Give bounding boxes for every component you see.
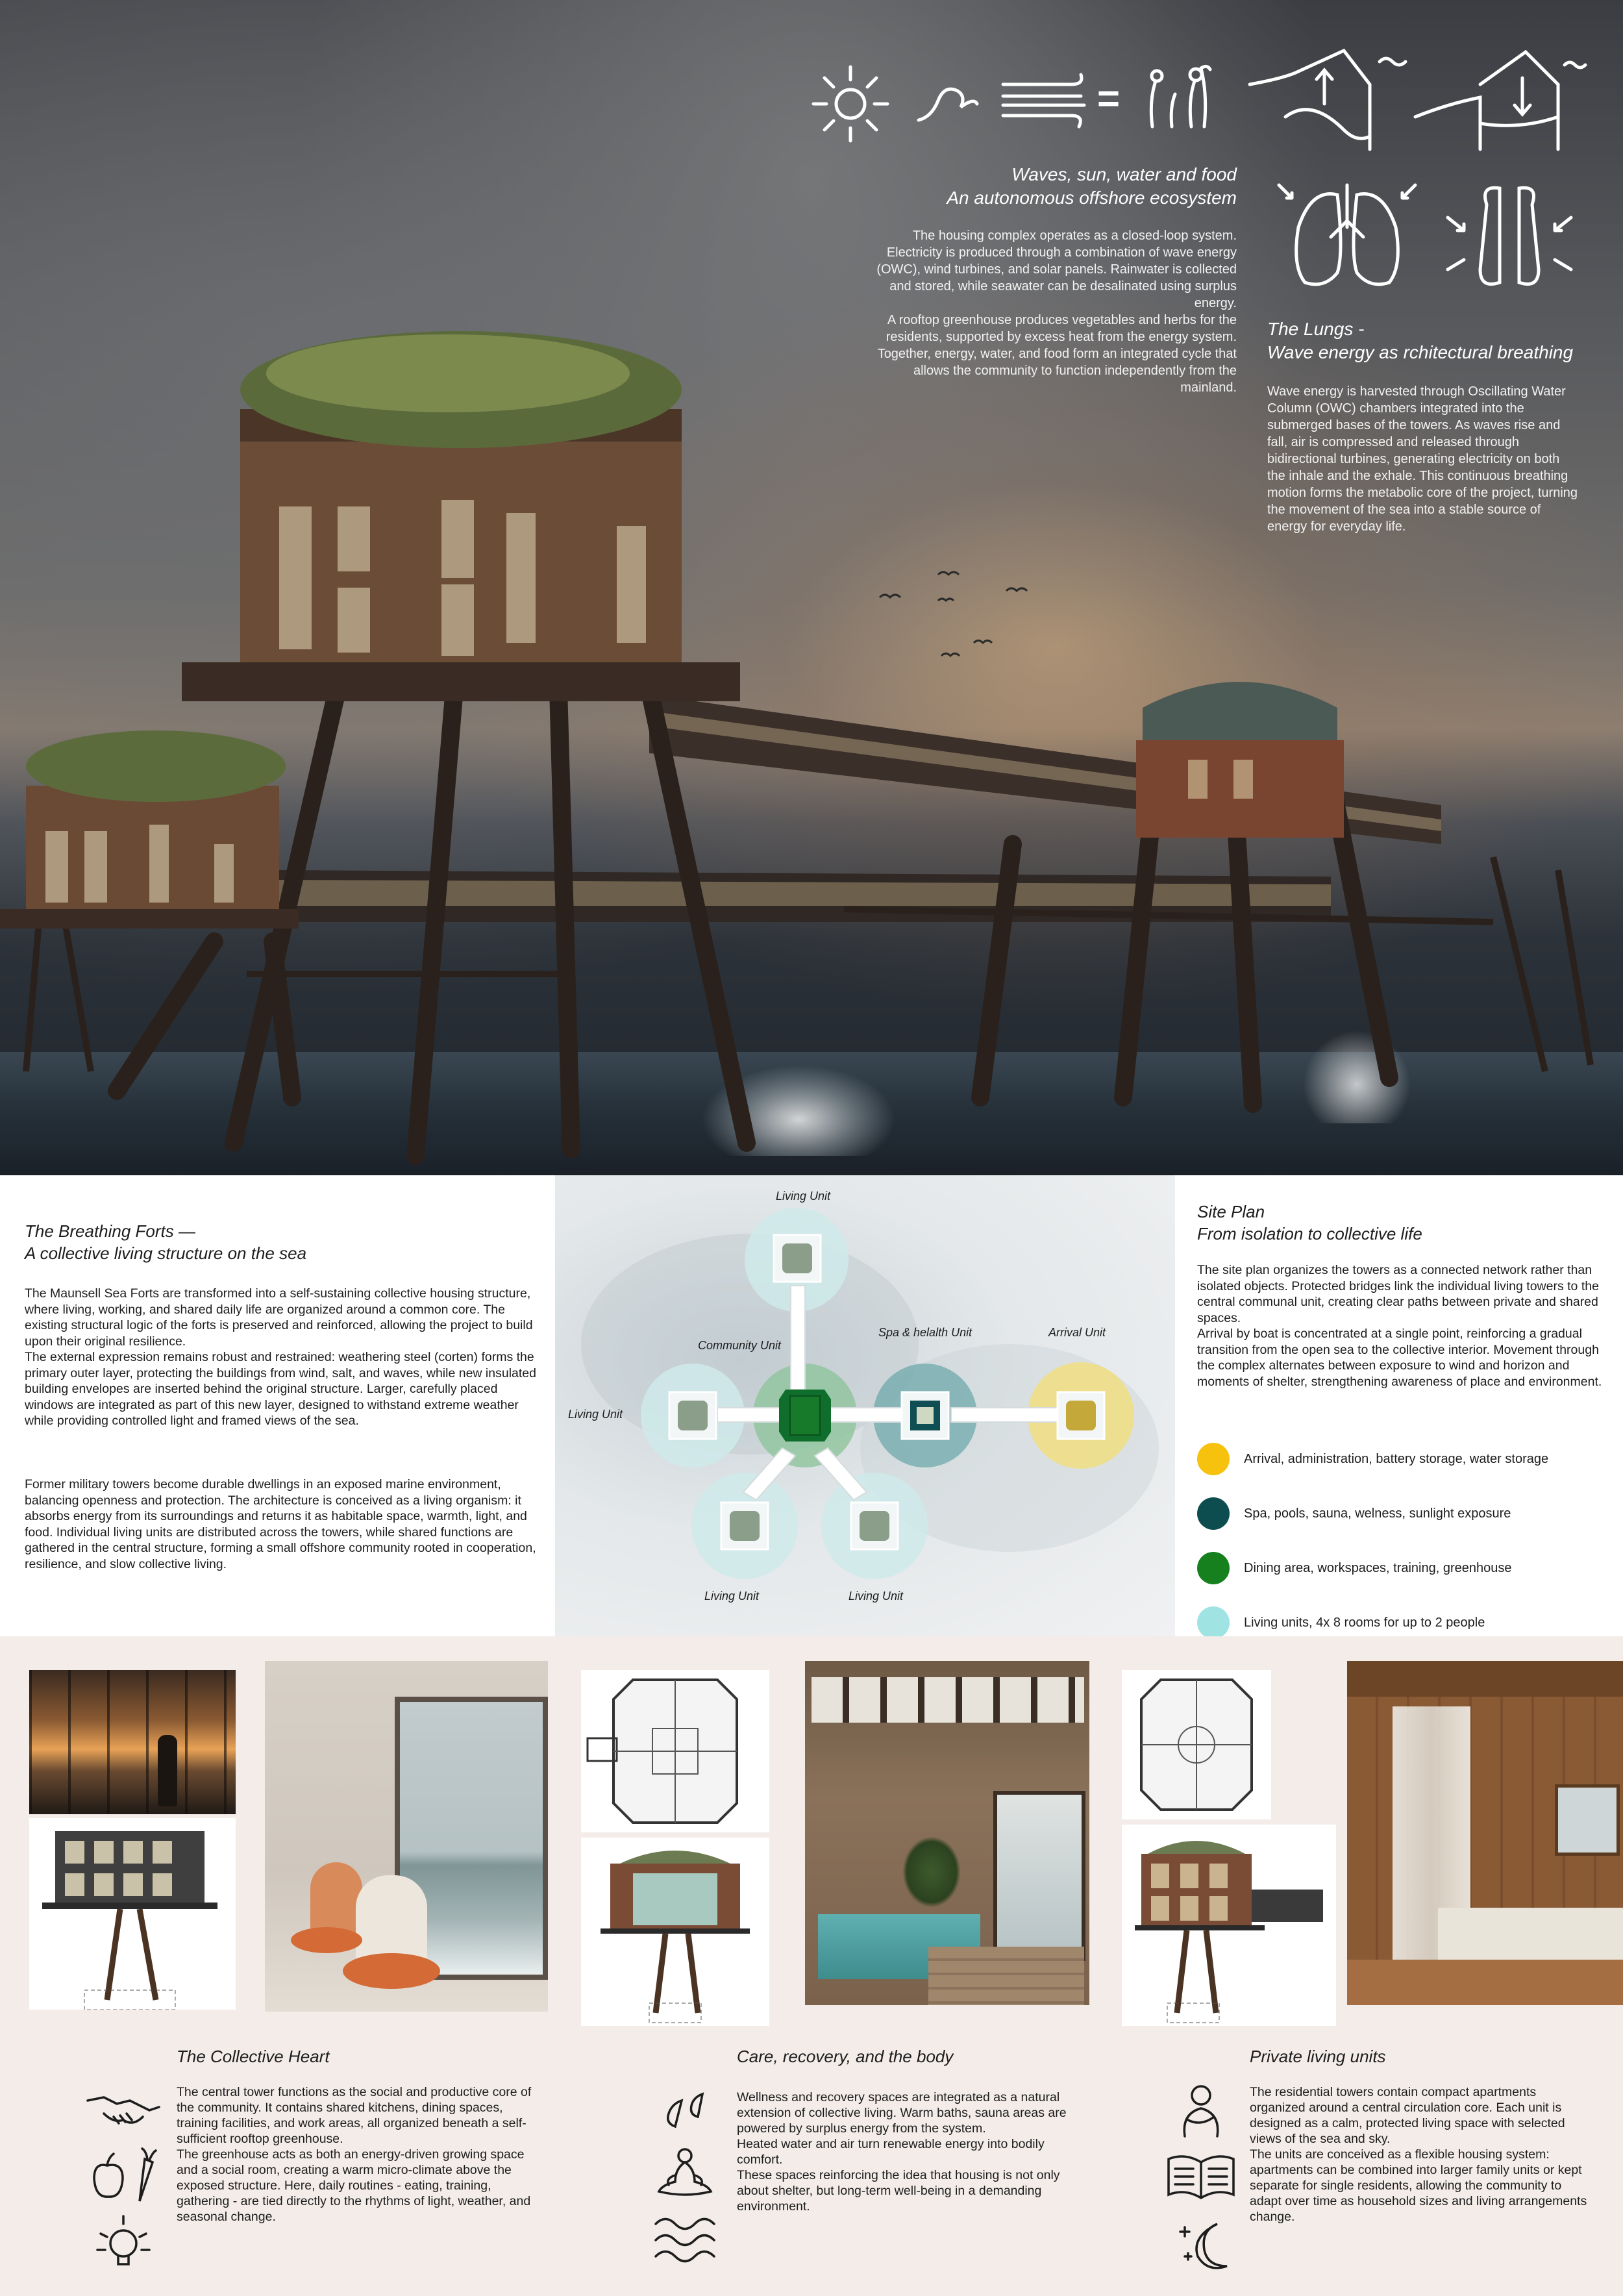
floor — [1347, 1960, 1623, 2005]
house-exhale-icon — [1246, 45, 1415, 156]
sun-icon — [808, 62, 893, 146]
wave-icon — [915, 78, 980, 130]
person-orange — [310, 1862, 362, 1934]
wind-icon — [1000, 71, 1091, 130]
section-text-private: The residential towers contain compact apartments organized around a central circulation core. Each unit is designed as a calm, protected living space with selected views of the sea and sky. The units are conceived as a flexible housing system: apartments can be combined into larger family units or kept separate for single residents, allowing the community to adapt over time as household sizes and living arrangements change. — [1250, 2085, 1587, 2224]
site-plan-heading-2: From isolation to collective life — [1197, 1224, 1422, 1243]
greenhouse-sunset-photo — [29, 1670, 236, 1814]
legend-swatch-green — [1197, 1552, 1230, 1584]
section-title-collective-heart: The Collective Heart — [177, 2047, 330, 2066]
site-plan-paragraph: The site plan organizes the towers as a connected network rather than isolated objects. Protected bridges link the individual living towers to the central communal unit, creating clear paths between private and shared spaces. Arrival by boat is concentrated at a single point, reinforcing a gradual transition from the open sea to the collective interior. Movement through the complex alternates between exposure to wind and horizon and moments of shelter, strengthening awareness of place and environment. — [1197, 1263, 1602, 1389]
intro-panel — [0, 1175, 555, 1636]
side-window — [993, 1791, 1085, 1961]
lungs-icon — [1272, 175, 1422, 292]
map-label-arrival: Arrival Unit — [1048, 1326, 1106, 1339]
plant — [902, 1836, 961, 1908]
hero-paragraph: The housing complex operates as a closed-loop system. Electricity is produced through a combination of wave energy (OWC), wind turbines, and solar panels. Rainwater is collected and stored, while seawater can be desalinated using surplus energy. A rooftop greenhouse produces vegetables and herbs for the residents, supported by excess heat from the energy system. Together, energy, water, and food form an integrated cycle that allows the community to function independently from the mainland. — [876, 229, 1237, 395]
cushion — [291, 1927, 362, 1953]
water-drops-icon — [662, 2088, 714, 2133]
waves-icon — [652, 2214, 717, 2266]
spa-interior-photo — [805, 1661, 1089, 2005]
legend-label: Living units, 4x 8 rooms for up to 2 people — [1244, 1615, 1485, 1630]
cushion — [343, 1953, 440, 1989]
ceiling — [1347, 1661, 1623, 1697]
tower-lungs-icon — [1441, 179, 1578, 292]
intro-paragraph-1: The Maunsell Sea Forts are transformed into a self-sustaining collective housing structure, where living, working, and shared daily life are organized around a common core. The existing structural logic of the forts is preserved and reinforced, allowing the project to build upon their original resilience. The external expression remains robust and restrained: weathering steel (corten) forms the primary outer layer, protecting the buildings from wind, salt, and waves, while new insulated building envelopes are inserted behind the original structure. Larger, carefully placed windows are integrated as part of this new layer, designed to withstand extreme weather while providing controlled light and framed views of the sea. — [25, 1286, 536, 1428]
living-tower-floorplan — [1122, 1670, 1271, 1819]
site-plan-heading-1: Site Plan — [1197, 1202, 1265, 1221]
legend-label: Spa, pools, sauna, welness, sunlight exposure — [1244, 1506, 1511, 1521]
central-tower-elevation — [29, 1818, 236, 2010]
map-label-living-left: Living Unit — [568, 1408, 623, 1421]
section-title-care: Care, recovery, and the body — [737, 2047, 954, 2066]
living-tower-drawing — [1122, 1825, 1336, 2026]
meditation-photo — [265, 1661, 548, 2012]
section-text-care: Wellness and recovery spaces are integrated as a natural extension of collective living. Warm baths, sauna areas are powered by surplus energy from the system. Heated water and air turn renewable energy into bodily comfort. These spaces reinforcing the idea that housing is not only about shelter, but long-term well-being in a demanding environment. — [737, 2090, 1067, 2214]
legend-label: Arrival, administration, battery storage, water storage — [1244, 1451, 1549, 1466]
person-silhouette — [158, 1735, 177, 1806]
site-plan-diagram — [555, 1175, 1175, 1636]
spa-tower-elevation — [581, 1838, 769, 2026]
intro-paragraph-2: Former military towers become durable dwellings in an exposed marine environment, balancing openness and protection. The architecture is conceived as a living organism: it absorbs energy from its surroundings and returns it as habitable space, warmth, light, and food. Individual living units are distributed across the towers, while shared functions are gathered in the central structure, forming a small offshore community rooted in cooperation, resilience, and slow collective living. — [25, 1477, 536, 1571]
legend-label: Dining area, workspaces, training, greenhouse — [1244, 1560, 1512, 1575]
legend-item-arrival — [1197, 1432, 1613, 1486]
lungs-heading-2: Wave energy as rchitectural breathing — [1267, 342, 1574, 362]
map-label-living-bottom-left: Living Unit — [704, 1590, 760, 1603]
lungs-paragraph: Wave energy is harvested through Oscillating Water Column (OWC) chambers integrated into the submerged bases of the towers. As waves rise and fall, air is compressed and released through bidirectional turbines, generating electricity on both the inhale and the exhale. This continuous breathing motion forms the metabolic core of the project, turning the movement of the sea into a stable source of energy for everyday life. — [1267, 384, 1578, 534]
living-tower-elevation — [1122, 1825, 1336, 2026]
floorplan-drawing — [581, 1670, 769, 1832]
moon-stars-icon — [1172, 2217, 1237, 2273]
legend-item-dining — [1197, 1541, 1613, 1595]
map-label-spa: Spa & helalth Unit — [878, 1326, 973, 1339]
legend-swatch-teal — [1197, 1497, 1230, 1530]
living-floorplan-drawing — [1122, 1670, 1271, 1819]
hero-heading-1: Waves, sun, water and food — [1011, 164, 1237, 184]
map-label-living-bottom-right: Living Unit — [849, 1590, 904, 1603]
legend-swatch-yellow — [1197, 1443, 1230, 1475]
house-inhale-icon — [1409, 45, 1591, 156]
legend-item-spa — [1197, 1486, 1613, 1541]
intro-heading-1: The Breathing Forts — — [25, 1221, 195, 1241]
apple-carrot-icon — [88, 2146, 159, 2204]
bedroom-window — [1555, 1784, 1620, 1856]
section-title-private: Private living units — [1250, 2047, 1386, 2066]
site-plan-map — [555, 1175, 1175, 1636]
bed — [1438, 1908, 1623, 1960]
section-text-collective-heart: The central tower functions as the social and productive core of the community. It contains shared kitchens, dining spaces, training facilities, and work areas, all organized beneath a self-sufficient rooftop greenhouse. The greenhouse acts as both an energy-driven growing space and a social room, creating a warm micro-climate above the exposed structure. Here, daily routines - eating, training, gathering - are tied directly to the rhythms of light, weather, and seasonal change. — [177, 2085, 532, 2224]
hero-heading-2: An autonomous offshore ecosystem — [947, 188, 1237, 208]
site-plan-panel — [1175, 1175, 1623, 1636]
central-tower-drawing — [29, 1818, 236, 2010]
open-book-icon — [1165, 2149, 1237, 2204]
stairs — [928, 1947, 1084, 2005]
bedroom-photo — [1347, 1661, 1623, 2005]
spa-tower-floorplan — [581, 1670, 769, 1832]
sprout-icon — [1143, 55, 1214, 133]
window-frame — [29, 1670, 236, 1814]
bottom-panel — [0, 1636, 1623, 2296]
lightbulb-icon — [91, 2211, 156, 2276]
map-label-community: Community Unit — [698, 1339, 782, 1352]
spa-tower-drawing — [581, 1838, 769, 2026]
legend-swatch-cyan — [1197, 1606, 1230, 1639]
person-white — [356, 1875, 427, 1966]
upper-windows — [812, 1677, 1084, 1723]
person-hugging-icon — [1172, 2081, 1230, 2140]
site-plan-legend — [1197, 1432, 1613, 1650]
meditation-icon — [649, 2146, 721, 2208]
map-label-living-top: Living Unit — [776, 1190, 831, 1203]
equals-sign: = — [1097, 77, 1121, 120]
handshake-icon — [84, 2084, 162, 2136]
lungs-heading-1: The Lungs - — [1267, 319, 1365, 339]
intro-heading-2: A collective living structure on the sea — [25, 1243, 307, 1263]
